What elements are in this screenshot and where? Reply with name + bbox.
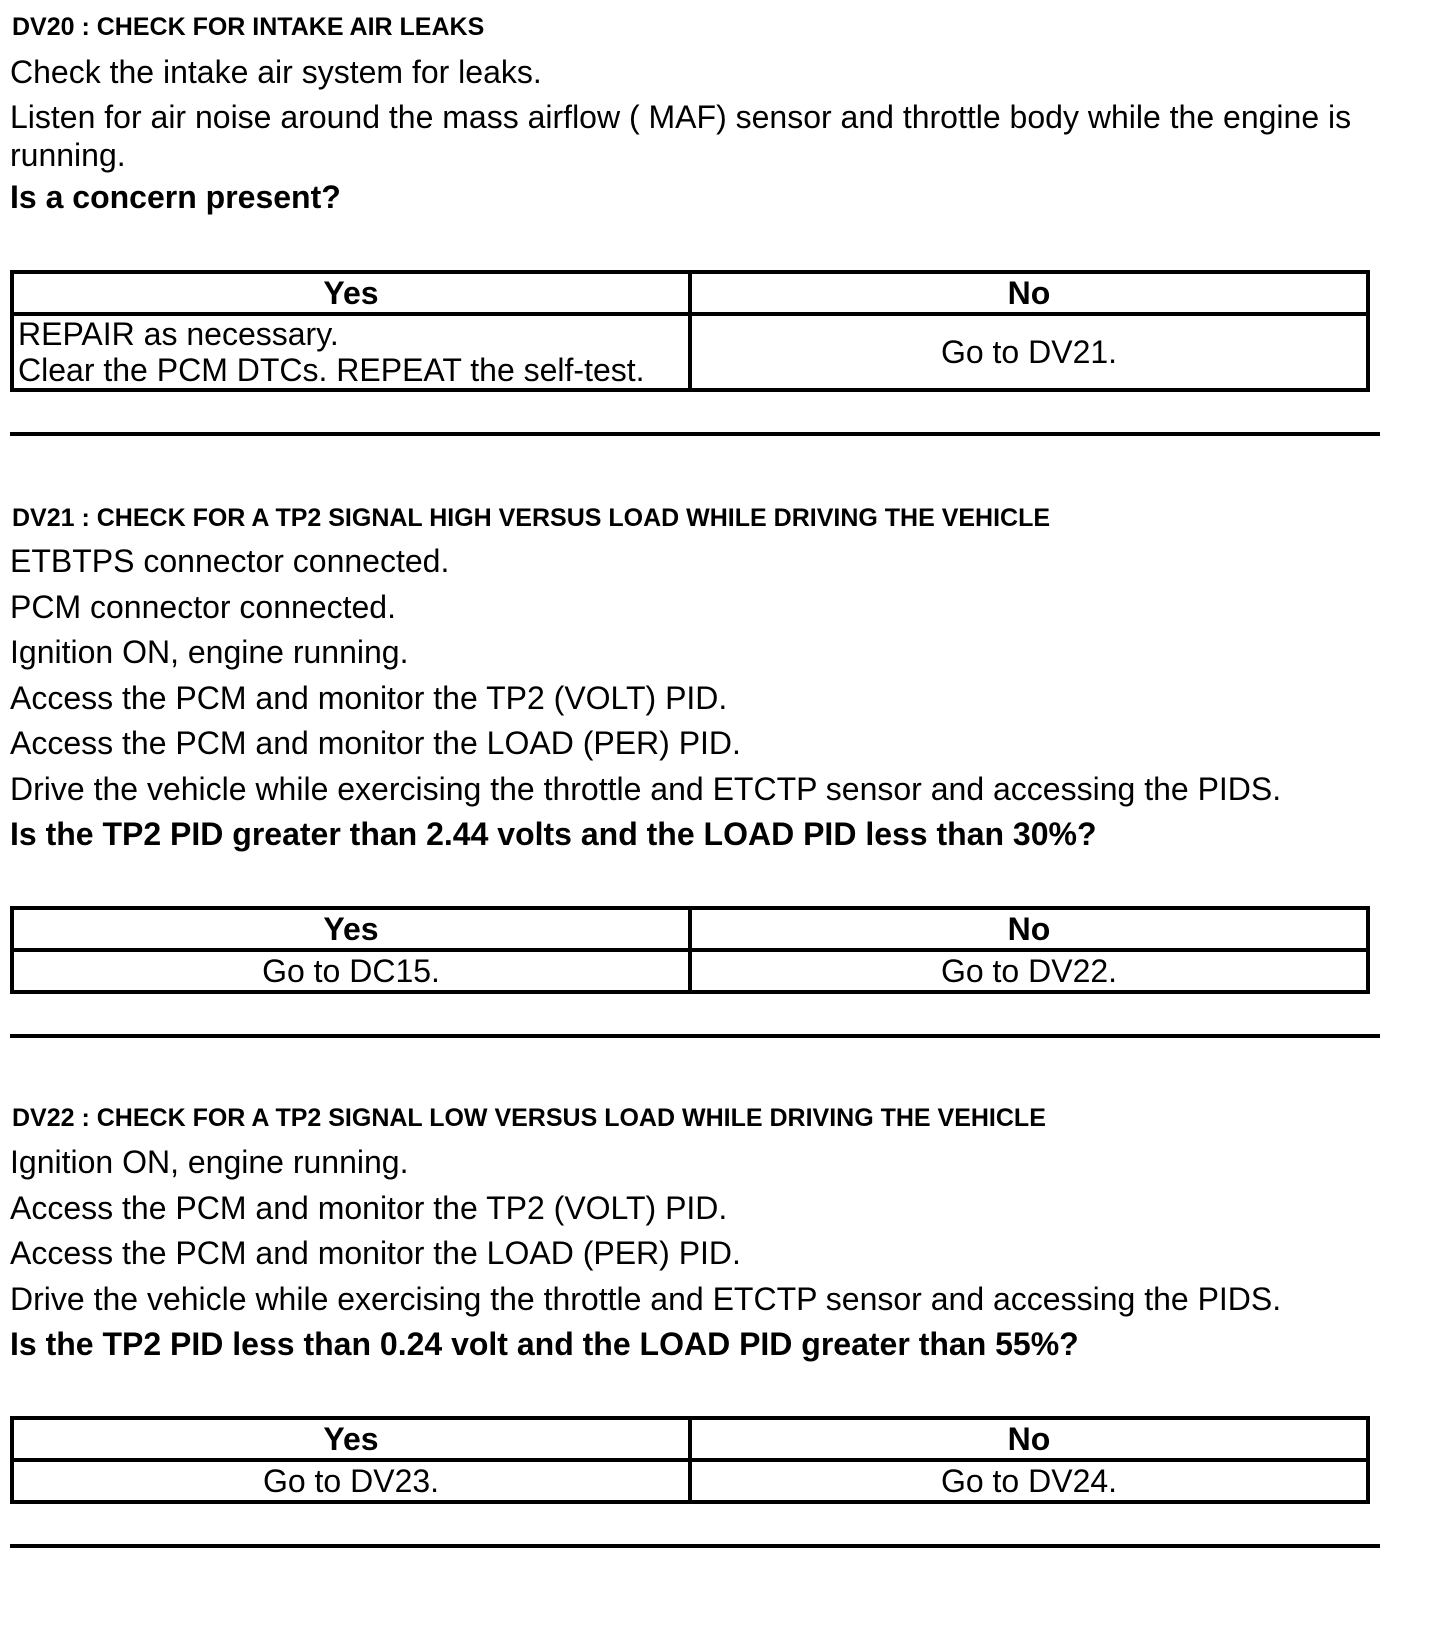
section-heading-dv22: DV22 : CHECK FOR A TP2 SIGNAL LOW VERSUS LOAD WHILE DRIVING THE VEHICLE	[12, 1104, 1046, 1132]
instruction-line: Check the intake air system for leaks.	[10, 54, 542, 90]
yes-action-cell: Go to DV23.	[12, 1460, 690, 1502]
no-header: No	[690, 908, 1368, 950]
question-text: Is the TP2 PID less than 0.24 volt and the LOAD PID greater than 55%?	[10, 1326, 1079, 1362]
question-text: Is a concern present?	[10, 179, 341, 215]
no-action-cell: Go to DV24.	[690, 1460, 1368, 1502]
instruction-line: Ignition ON, engine running.	[10, 1144, 409, 1180]
yes-header: Yes	[12, 908, 690, 950]
instruction-line: Drive the vehicle while exercising the throttle and ETCTP sensor and accessing the PIDS.	[10, 1281, 1282, 1317]
no-action-cell: Go to DV22.	[690, 950, 1368, 992]
section-heading-dv20: DV20 : CHECK FOR INTAKE AIR LEAKS	[12, 13, 485, 41]
yes-action-cell	[12, 314, 690, 390]
question-text: Is the TP2 PID greater than 2.44 volts and the LOAD PID less than 30%?	[10, 816, 1097, 852]
instruction-line: ETBTPS connector connected.	[10, 543, 450, 579]
instruction-line: Access the PCM and monitor the LOAD (PER) PID.	[10, 725, 741, 761]
no-header: No	[690, 1418, 1368, 1460]
yes-action-cell: Go to DC15.	[12, 950, 690, 992]
decision-table-dv22	[10, 1416, 1370, 1504]
section-divider	[10, 1544, 1380, 1548]
instruction-line: Ignition ON, engine running.	[10, 634, 409, 670]
section-divider	[10, 432, 1380, 436]
no-action-cell: Go to DV21.	[690, 314, 1368, 390]
yes-action-line: REPAIR as necessary.	[18, 316, 339, 352]
instruction-line: Access the PCM and monitor the TP2 (VOLT) PID.	[10, 1190, 728, 1226]
section-heading-dv21: DV21 : CHECK FOR A TP2 SIGNAL HIGH VERSUS LOAD WHILE DRIVING THE VEHICLE	[12, 504, 1051, 532]
yes-header: Yes	[12, 272, 690, 314]
instruction-line: Access the PCM and monitor the TP2 (VOLT) PID.	[10, 680, 728, 716]
decision-table-dv21	[10, 906, 1370, 994]
no-header: No	[690, 272, 1368, 314]
yes-action-line: Clear the PCM DTCs. REPEAT the self-test.	[18, 352, 645, 388]
yes-header: Yes	[12, 1418, 690, 1460]
instruction-line: PCM connector connected.	[10, 589, 396, 625]
section-divider	[10, 1034, 1380, 1038]
instruction-line: Access the PCM and monitor the LOAD (PER) PID.	[10, 1235, 741, 1271]
decision-table-dv20	[10, 270, 1370, 392]
instruction-line: Listen for air noise around the mass airflow ( MAF) sensor and throttle body while the engine is running.	[10, 99, 1352, 173]
instruction-line: Drive the vehicle while exercising the throttle and ETCTP sensor and accessing the PIDS.	[10, 771, 1282, 807]
